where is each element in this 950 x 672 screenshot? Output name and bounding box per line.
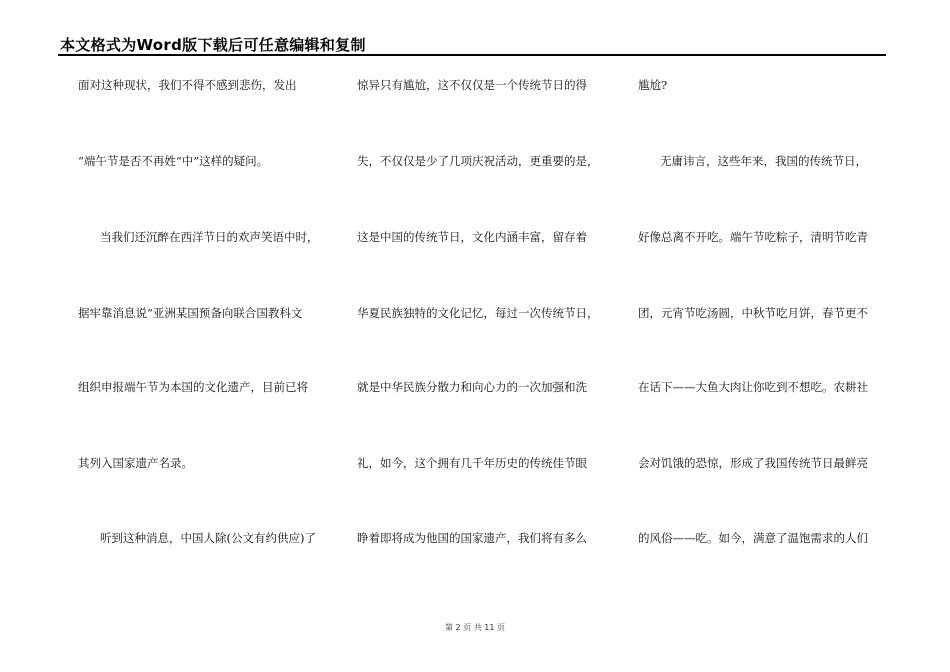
page-number-footer: 第 2 页 共 11 页 <box>445 623 505 632</box>
text-line: 无庸讳言，这些年来，我国的传统节日， <box>660 154 867 168</box>
text-line: 其列入国家遗产名录。 <box>78 456 193 470</box>
text-line: 会对饥饿的恐惊，形成了我国传统节日最鲜亮 <box>638 456 868 470</box>
text-line: 组织申报端午节为本国的文化遗产，目前已将 <box>78 380 308 394</box>
text-line: 华夏民族独特的文化记忆，每过一次传统节日， <box>357 306 599 320</box>
text-line: 这是中国的传统节日，文化内涵丰富，留存着 <box>357 230 587 244</box>
text-line: “端午节是否不再姓“中”这样的疑问。 <box>78 154 269 168</box>
text-line: 团，元宵节吃汤圆，中秋节吃月饼，春节更不 <box>638 306 868 320</box>
text-line: 的风俗——吃。如今，满意了温饱需求的人们 <box>638 531 868 545</box>
text-line: 在话下——大鱼大肉让你吃到不想吃。农耕社 <box>638 380 868 394</box>
text-line: 当我们还沉醉在西洋节日的欢声笑语中时， <box>100 230 319 244</box>
text-line: 就是中华民族分散力和向心力的一次加强和洗 <box>357 380 587 394</box>
text-line: 礼，如今，这个拥有几千年历史的传统佳节眼 <box>357 456 587 470</box>
page-header-title: 本文格式为Word版下载后可任意编辑和复制 <box>60 36 366 54</box>
header-divider <box>58 54 886 56</box>
text-line: 失，不仅仅是少了几项庆祝活动，更重要的是， <box>357 154 599 168</box>
text-line: 尴尬? <box>638 78 668 92</box>
text-line: 睁着即将成为他国的国家遗产，我们将有多么 <box>357 531 587 545</box>
text-line: 据牢靠消息说“亚洲某国预备向联合国教科文 <box>78 306 303 320</box>
text-line: 面对这种现状，我们不得不感到悲伤，发出 <box>78 78 297 92</box>
text-line: 听到这种消息，中国人除(公文有约供应)了 <box>100 531 316 545</box>
text-line: 惊异只有尴尬，这不仅仅是一个传统节日的得 <box>357 78 587 92</box>
text-line: 好像总离不开吃。端午节吃粽子，清明节吃青 <box>638 230 868 244</box>
